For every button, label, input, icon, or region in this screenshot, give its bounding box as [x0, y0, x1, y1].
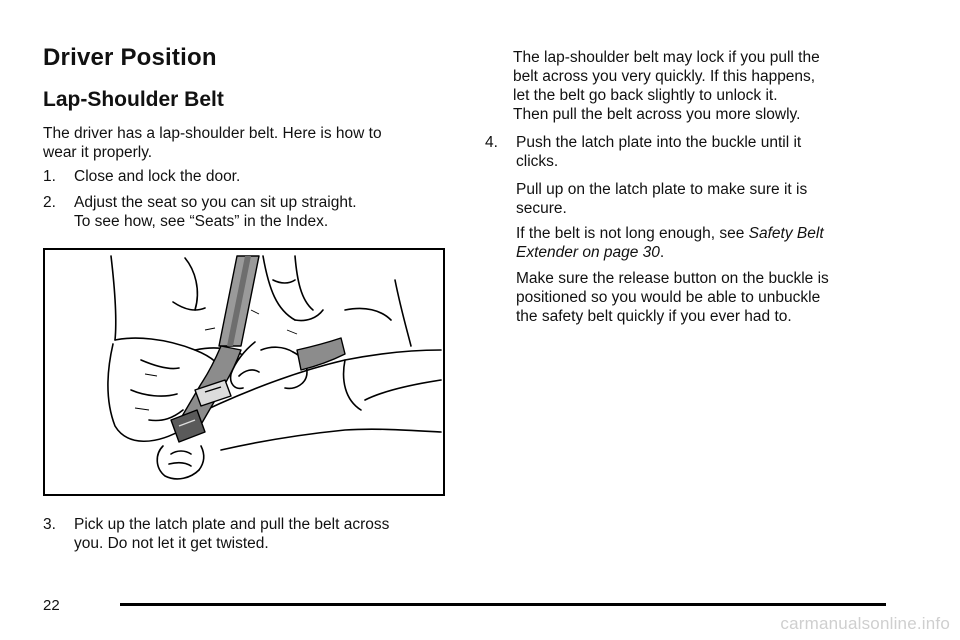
step-text: Push the latch plate into the buckle until it: [516, 134, 802, 151]
pull-note-line: secure.: [516, 200, 567, 217]
release-note-line: positioned so you would be able to unbuckle: [516, 289, 821, 306]
lock-note-line: let the belt go back slightly to unlock it.: [513, 87, 778, 104]
seatbelt-illustration: [43, 248, 445, 496]
release-note-line: Make sure the release button on the buckle is: [516, 270, 829, 287]
extender-prefix: If the belt is not long enough, see: [516, 225, 749, 242]
footer-rule: [120, 603, 886, 606]
extender-link[interactable]: Extender on page 30: [516, 244, 660, 261]
release-note-line: the safety belt quickly if you ever had to.: [516, 308, 792, 325]
step-text: Pick up the latch plate and pull the belt across: [74, 516, 390, 533]
step-text: clicks.: [516, 153, 559, 170]
page-number: 22: [43, 597, 60, 614]
lock-note-line: Then pull the belt across you more slowly.: [513, 106, 801, 123]
lock-note-line: belt across you very quickly. If this happens,: [513, 68, 816, 85]
extender-note: [516, 224, 824, 262]
extender-link[interactable]: Safety Belt: [748, 225, 824, 242]
section-heading: Driver Position: [43, 44, 217, 71]
lock-note-line: The lap-shoulder belt may lock if you pull the: [513, 49, 820, 66]
pull-note-line: Pull up on the latch plate to make sure it is: [516, 181, 808, 198]
step-number: 2.: [43, 194, 56, 211]
step-text: Adjust the seat so you can sit up straight.: [74, 194, 357, 211]
subsection-heading: Lap-Shoulder Belt: [43, 88, 224, 111]
driver-buckling-belt-drawing: [45, 250, 443, 494]
step-number: 4.: [485, 134, 498, 151]
pull-note: [516, 180, 807, 218]
step-text: you. Do not let it get twisted.: [74, 535, 269, 552]
intro-paragraph: [43, 124, 382, 162]
intro-line: wear it properly.: [43, 144, 153, 161]
lock-note: [513, 48, 820, 124]
release-note: [516, 269, 829, 326]
step-number: 1.: [43, 168, 56, 185]
step-text: Close and lock the door.: [74, 168, 241, 185]
extender-suffix: .: [659, 244, 665, 261]
site-watermark: carmanualsonline.info: [780, 614, 950, 633]
step-number: 3.: [43, 516, 56, 533]
step-text: To see how, see “Seats” in the Index.: [74, 213, 329, 230]
intro-line: The driver has a lap-shoulder belt. Here is how to: [43, 125, 382, 142]
